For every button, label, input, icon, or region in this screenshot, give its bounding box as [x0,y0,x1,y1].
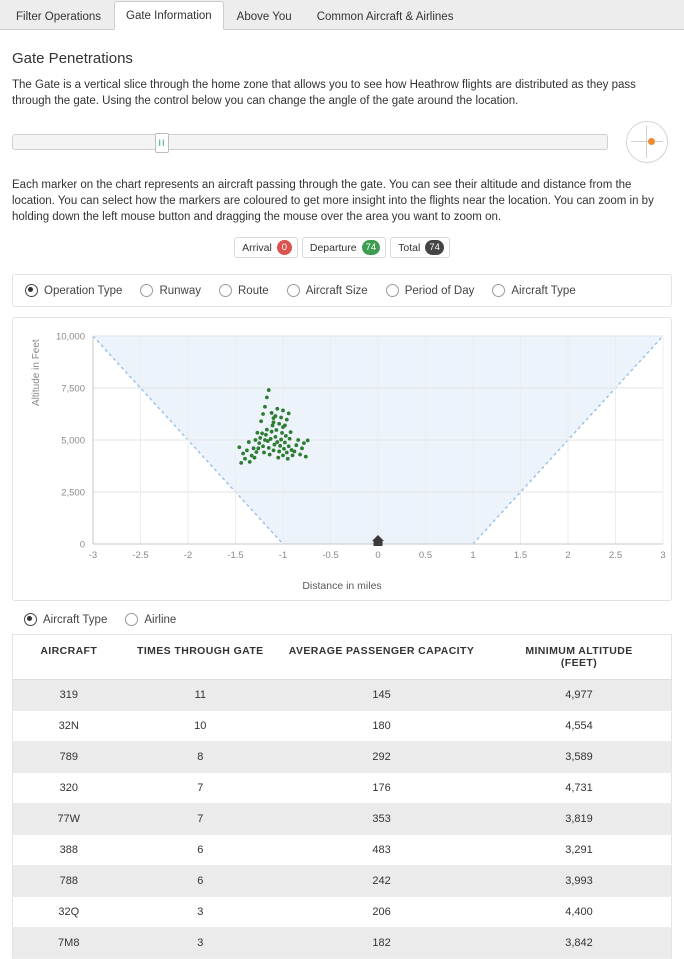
legend-label-arrival: Arrival [242,241,272,254]
table-row[interactable] [13,680,672,711]
radio-route[interactable] [219,284,269,297]
gate-angle-slider[interactable] [12,134,608,150]
svg-text:-1: -1 [278,550,288,561]
table-cell-aircraft: 7M8 [13,928,125,959]
table-cell-capacity: 145 [276,680,487,711]
svg-text:-3: -3 [88,550,98,561]
table-row[interactable] [13,804,672,835]
tab-filter-operations[interactable]: Filter Operations [16,11,102,23]
svg-text:2.5: 2.5 [608,550,623,561]
tab-common-aircraft-airlines[interactable]: Common Aircraft & Airlines [316,11,454,23]
table-cell-min-altitude: 4,977 [487,680,672,711]
table-cell-min-altitude: 4,400 [487,897,672,928]
table-row[interactable] [13,866,672,897]
svg-text:0: 0 [375,550,381,561]
radio-aircraft-type[interactable] [492,284,575,297]
radio-table-aircraft-type-label: Aircraft Type [43,613,108,626]
colour-by-radio-group [13,275,671,306]
radio-aircraft-type-icon[interactable] [492,284,505,297]
table-cell-capacity: 292 [276,742,487,773]
table-cell-capacity: 242 [276,866,487,897]
radio-table-airline-icon[interactable] [125,613,138,626]
col-minimum-altitude-line1: MINIMUM ALTITUDE [525,645,633,657]
table-cell-capacity: 180 [276,711,487,742]
table-cell-times: 7 [125,804,277,835]
aircraft-table [12,634,672,959]
svg-text:1: 1 [470,550,476,561]
table-cell-capacity: 353 [276,804,487,835]
aircraft-table-head [13,635,672,680]
radio-table-aircraft-type-icon[interactable] [24,613,37,626]
table-cell-times: 11 [125,680,277,711]
svg-text:2,500: 2,500 [61,487,85,499]
col-average-passenger-capacity[interactable]: AVERAGE PASSENGER CAPACITY [276,635,487,680]
table-cell-times: 6 [125,866,277,897]
radio-operation-type-icon[interactable] [25,284,38,297]
table-cell-min-altitude: 4,731 [487,773,672,804]
page-content [0,30,684,959]
table-cell-min-altitude: 3,819 [487,804,672,835]
legend-pill-departure[interactable] [302,237,386,258]
table-cell-aircraft: 789 [13,742,125,773]
marker-paragraph: Each marker on the chart represents an aircraft passing through the gate. You can see their altitude and distance from the location. You can select how the markers are coloured to get more insight into the flights near the location. You can zoom in by holding down the left mouse button and dragging the mouse over the area you want to zoom on. [12,179,654,223]
table-cell-capacity: 182 [276,928,487,959]
page-title: Gate Penetrations [12,50,133,67]
svg-text:7,500: 7,500 [61,383,85,395]
table-group-radio-group [12,601,672,634]
table-row[interactable] [13,928,672,959]
intro-paragraph: The Gate is a vertical slice through the home zone that allows you to see how Heathrow flights are distributed as they pass through the gate. Using the control below you can change the angle of the gate around the location. [12,79,636,107]
legend-label-total: Total [398,241,421,254]
radio-table-airline[interactable] [125,613,176,626]
chart-area[interactable] [25,328,666,578]
table-cell-min-altitude: 3,842 [487,928,672,959]
radio-runway-icon[interactable] [140,284,153,297]
radio-period-of-day-label: Period of Day [404,284,475,297]
table-cell-min-altitude: 3,589 [487,742,672,773]
svg-text:0: 0 [79,539,85,551]
table-cell-capacity: 176 [276,773,487,804]
legend-pill-total[interactable] [390,237,450,258]
table-cell-min-altitude: 4,554 [487,711,672,742]
table-cell-aircraft: 319 [13,680,125,711]
svg-text:0.5: 0.5 [418,550,433,561]
table-cell-aircraft: 32Q [13,897,125,928]
legend-value-departure: 74 [362,240,381,255]
svg-text:10,000: 10,000 [55,331,85,343]
svg-text:-2: -2 [183,550,193,561]
svg-text:1.5: 1.5 [513,550,528,561]
table-cell-min-altitude: 3,291 [487,835,672,866]
radio-aircraft-size-icon[interactable] [287,284,300,297]
col-times-through-gate[interactable]: TIMES THROUGH GATE [125,635,277,680]
table-cell-min-altitude: 3,993 [487,866,672,897]
radio-runway-label: Runway [159,284,201,297]
table-cell-aircraft: 788 [13,866,125,897]
table-row[interactable] [13,742,672,773]
compass-dial[interactable] [626,121,668,163]
radio-aircraft-size-label: Aircraft Size [305,284,368,297]
scatter-plot-svg[interactable] [25,328,673,576]
compass-knob-icon [648,138,655,145]
legend-value-arrival: 0 [277,240,292,255]
radio-period-of-day-icon[interactable] [386,284,399,297]
radio-aircraft-type-label: Aircraft Type [511,284,576,297]
col-minimum-altitude[interactable] [487,635,672,680]
table-header-row [13,635,672,680]
svg-text:2: 2 [565,550,571,561]
svg-text:5,000: 5,000 [61,435,85,447]
colour-by-panel [12,274,672,307]
chart-x-axis-label: Distance in miles [302,580,382,592]
col-aircraft[interactable]: AIRCRAFT [13,635,125,680]
chart-y-axis-label: Altitude in Feet [31,339,42,406]
legend-label-departure: Departure [309,241,357,254]
svg-text:-0.5: -0.5 [322,550,339,561]
svg-text:-1.5: -1.5 [227,550,244,561]
legend-value-total: 74 [425,240,444,255]
table-cell-times: 7 [125,773,277,804]
radio-table-airline-label: Airline [144,613,177,626]
table-cell-aircraft: 77W [13,804,125,835]
table-cell-times: 3 [125,928,277,959]
svg-text:3: 3 [660,550,666,561]
aircraft-table-body [13,680,672,959]
radio-aircraft-size[interactable] [287,284,368,297]
table-row[interactable] [13,773,672,804]
radio-route-icon[interactable] [219,284,232,297]
gate-angle-slider-handle[interactable]: II [155,133,169,153]
flight-count-legend [12,237,672,258]
gate-angle-control [12,121,672,163]
table-cell-capacity: 483 [276,835,487,866]
table-cell-capacity: 206 [276,897,487,928]
table-cell-times: 10 [125,711,277,742]
table-cell-aircraft: 388 [13,835,125,866]
radio-route-label: Route [238,284,269,297]
radio-operation-type-label: Operation Type [44,284,123,297]
tab-gate-information[interactable]: Gate Information [114,1,224,30]
svg-text:-2.5: -2.5 [132,550,149,561]
table-cell-aircraft: 320 [13,773,125,804]
tab-above-you[interactable]: Above You [236,11,292,23]
table-cell-times: 3 [125,897,277,928]
radio-operation-type[interactable] [25,284,122,297]
radio-period-of-day[interactable] [386,284,475,297]
table-row[interactable] [13,711,672,742]
table-row[interactable] [13,835,672,866]
table-cell-times: 8 [125,742,277,773]
table-cell-times: 6 [125,835,277,866]
gate-penetration-chart-panel [12,317,672,601]
radio-runway[interactable] [140,284,201,297]
table-row[interactable] [13,897,672,928]
radio-table-aircraft-type[interactable] [24,613,107,626]
table-cell-aircraft: 32N [13,711,125,742]
main-tabbar [0,0,684,30]
legend-pill-arrival[interactable] [234,237,298,258]
col-minimum-altitude-line2: (FEET) [560,657,598,669]
